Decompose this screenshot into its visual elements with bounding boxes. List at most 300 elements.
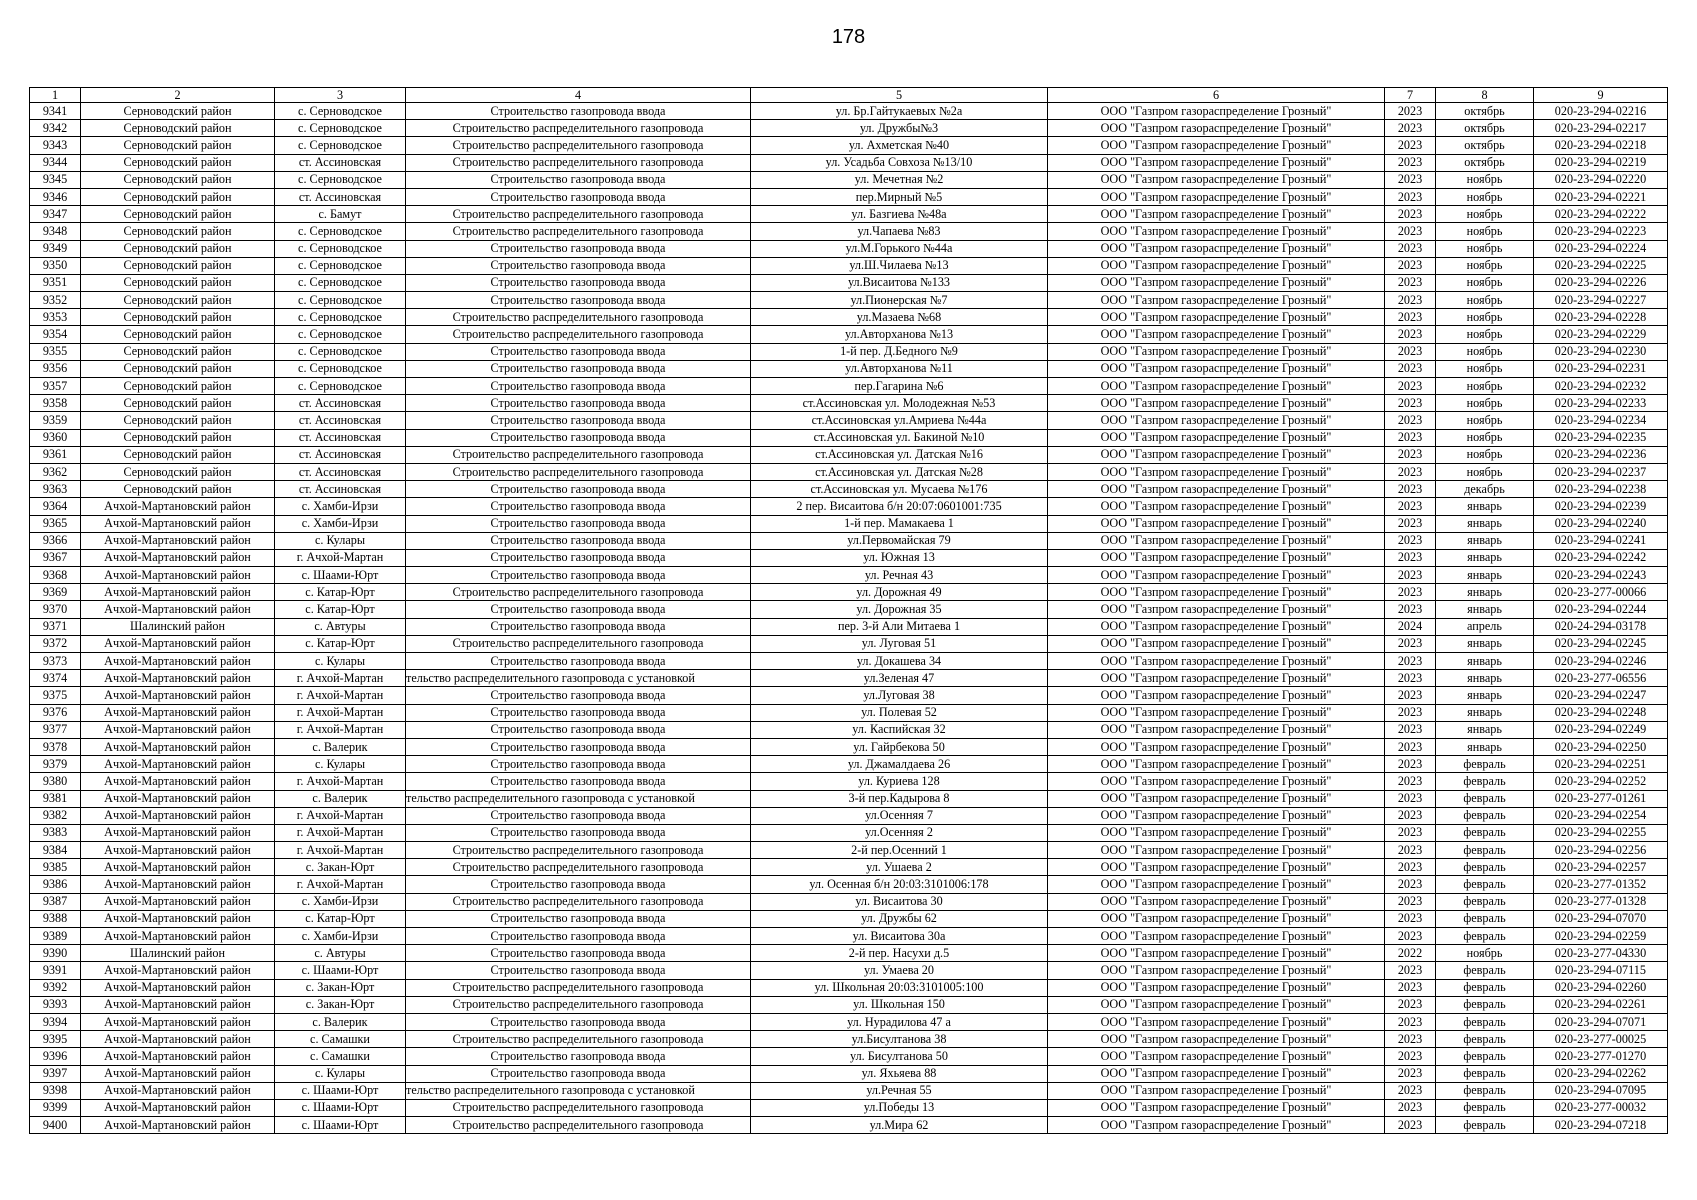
organization-cell: ООО "Газпром газораспределение Грозный" — [1048, 756, 1385, 773]
organization-cell: ООО "Газпром газораспределение Грозный" — [1048, 1013, 1385, 1030]
address-cell: ул. Куриева 128 — [751, 773, 1048, 790]
registry-number-cell: 020-23-294-02247 — [1534, 687, 1668, 704]
table-row — [30, 704, 1668, 721]
district-cell: Ачхой-Мартановский район — [81, 773, 275, 790]
table-row — [30, 360, 1668, 377]
settlement-cell: с. Серноводское — [275, 309, 406, 326]
table-row — [30, 893, 1668, 910]
settlement-cell: с. Серноводское — [275, 326, 406, 343]
district-cell: Ачхой-Мартановский район — [81, 979, 275, 996]
settlement-cell: с. Автуры — [275, 618, 406, 635]
row-number-cell: 9353 — [30, 309, 81, 326]
organization-cell: ООО "Газпром газораспределение Грозный" — [1048, 653, 1385, 670]
address-cell: ул. Яхьяева 88 — [751, 1065, 1048, 1082]
organization-cell: ООО "Газпром газораспределение Грозный" — [1048, 910, 1385, 927]
work-type-cell: Строительство газопровода ввода — [406, 1065, 751, 1082]
work-type-cell: Строительство газопровода ввода — [406, 103, 751, 120]
organization-cell: ООО "Газпром газораспределение Грозный" — [1048, 1099, 1385, 1116]
work-type-cell: Строительство газопровода ввода — [406, 704, 751, 721]
address-cell: ул. Базгиева №48а — [751, 206, 1048, 223]
district-cell: Серноводский район — [81, 188, 275, 205]
organization-cell: ООО "Газпром газораспределение Грозный" — [1048, 979, 1385, 996]
month-cell: январь — [1436, 653, 1534, 670]
year-cell: 2023 — [1385, 309, 1436, 326]
work-type-cell: Строительство распределительного газопровода — [406, 137, 751, 154]
month-cell: февраль — [1436, 773, 1534, 790]
address-cell: ул. Полевая 52 — [751, 704, 1048, 721]
table-row — [30, 1099, 1668, 1116]
month-cell: ноябрь — [1436, 463, 1534, 480]
settlement-cell: г. Ачхой-Мартан — [275, 670, 406, 687]
month-cell: февраль — [1436, 1013, 1534, 1030]
settlement-cell: с. Хамби-Ирзи — [275, 928, 406, 945]
settlement-cell: г. Ачхой-Мартан — [275, 876, 406, 893]
district-cell: Ачхой-Мартановский район — [81, 807, 275, 824]
column-header: 2 — [81, 88, 275, 103]
month-cell: февраль — [1436, 1082, 1534, 1099]
work-type-cell: Строительство газопровода ввода — [406, 928, 751, 945]
year-cell: 2023 — [1385, 532, 1436, 549]
table-row — [30, 1013, 1668, 1030]
settlement-cell: с. Серноводское — [275, 257, 406, 274]
address-cell: ул.Мира 62 — [751, 1117, 1048, 1134]
table-row — [30, 756, 1668, 773]
registry-number-cell: 020-23-294-02238 — [1534, 481, 1668, 498]
year-cell: 2023 — [1385, 343, 1436, 360]
address-cell: ст.Ассиновская ул.Амриева №44а — [751, 412, 1048, 429]
work-type-cell: тельство распределительного газопровода с установкой — [406, 790, 751, 807]
month-cell: февраль — [1436, 996, 1534, 1013]
registry-number-cell: 020-23-294-02252 — [1534, 773, 1668, 790]
work-type-cell: Строительство газопровода ввода — [406, 1013, 751, 1030]
registry-number-cell: 020-23-277-01261 — [1534, 790, 1668, 807]
district-cell: Серноводский район — [81, 257, 275, 274]
year-cell: 2023 — [1385, 756, 1436, 773]
row-number-cell: 9393 — [30, 996, 81, 1013]
registry-number-cell: 020-23-294-07115 — [1534, 962, 1668, 979]
work-type-cell: Строительство газопровода ввода — [406, 910, 751, 927]
address-cell: ул. Бр.Гайтукаевых №2а — [751, 103, 1048, 120]
year-cell: 2023 — [1385, 120, 1436, 137]
month-cell: февраль — [1436, 842, 1534, 859]
table-row — [30, 859, 1668, 876]
organization-cell: ООО "Газпром газораспределение Грозный" — [1048, 481, 1385, 498]
registry-number-cell: 020-23-294-02222 — [1534, 206, 1668, 223]
organization-cell: ООО "Газпром газораспределение Грозный" — [1048, 463, 1385, 480]
month-cell: февраль — [1436, 807, 1534, 824]
work-type-cell: Строительство газопровода ввода — [406, 429, 751, 446]
row-number-cell: 9368 — [30, 567, 81, 584]
work-type-cell: Строительство газопровода ввода — [406, 618, 751, 635]
registry-number-cell: 020-23-294-07071 — [1534, 1013, 1668, 1030]
year-cell: 2023 — [1385, 274, 1436, 291]
work-type-cell: Строительство распределительного газопровода — [406, 1031, 751, 1048]
work-type-cell: Строительство газопровода ввода — [406, 395, 751, 412]
settlement-cell: с. Кулары — [275, 653, 406, 670]
settlement-cell: с. Серноводское — [275, 171, 406, 188]
district-cell: Ачхой-Мартановский район — [81, 893, 275, 910]
settlement-cell: с. Хамби-Ирзи — [275, 515, 406, 532]
registry-number-cell: 020-23-294-02242 — [1534, 549, 1668, 566]
year-cell: 2023 — [1385, 223, 1436, 240]
table-row — [30, 103, 1668, 120]
year-cell: 2023 — [1385, 1013, 1436, 1030]
registry-number-cell: 020-23-294-02243 — [1534, 567, 1668, 584]
district-cell: Серноводский район — [81, 343, 275, 360]
work-type-cell: Строительство газопровода ввода — [406, 549, 751, 566]
year-cell: 2023 — [1385, 188, 1436, 205]
address-cell: пер.Мирный №5 — [751, 188, 1048, 205]
organization-cell: ООО "Газпром газораспределение Грозный" — [1048, 893, 1385, 910]
settlement-cell: г. Ачхой-Мартан — [275, 721, 406, 738]
address-cell: ул.Осенняя 7 — [751, 807, 1048, 824]
table-row — [30, 910, 1668, 927]
row-number-cell: 9348 — [30, 223, 81, 240]
settlement-cell: с. Валерик — [275, 738, 406, 755]
registry-number-cell: 020-23-294-02230 — [1534, 343, 1668, 360]
address-cell: ул.Речная 55 — [751, 1082, 1048, 1099]
registry-number-cell: 020-23-294-02223 — [1534, 223, 1668, 240]
organization-cell: ООО "Газпром газораспределение Грозный" — [1048, 773, 1385, 790]
work-type-cell: Строительство газопровода ввода — [406, 515, 751, 532]
row-number-cell: 9344 — [30, 154, 81, 171]
month-cell: ноябрь — [1436, 309, 1534, 326]
registry-number-cell: 020-23-294-02245 — [1534, 635, 1668, 652]
month-cell: ноябрь — [1436, 274, 1534, 291]
organization-cell: ООО "Газпром газораспределение Грозный" — [1048, 996, 1385, 1013]
year-cell: 2023 — [1385, 979, 1436, 996]
row-number-cell: 9388 — [30, 910, 81, 927]
work-type-cell: Строительство газопровода ввода — [406, 756, 751, 773]
address-cell: ул.Пионерская №7 — [751, 292, 1048, 309]
year-cell: 2023 — [1385, 1117, 1436, 1134]
address-cell: ул. Школьная 150 — [751, 996, 1048, 1013]
row-number-cell: 9342 — [30, 120, 81, 137]
column-header: 1 — [30, 88, 81, 103]
month-cell: ноябрь — [1436, 171, 1534, 188]
registry-number-cell: 020-23-277-01328 — [1534, 893, 1668, 910]
settlement-cell: с. Кулары — [275, 1065, 406, 1082]
district-cell: Ачхой-Мартановский район — [81, 532, 275, 549]
work-type-cell: Строительство газопровода ввода — [406, 962, 751, 979]
table-row — [30, 567, 1668, 584]
month-cell: февраль — [1436, 910, 1534, 927]
address-cell: ул.Победы 13 — [751, 1099, 1048, 1116]
row-number-cell: 9383 — [30, 824, 81, 841]
table-row — [30, 515, 1668, 532]
year-cell: 2023 — [1385, 154, 1436, 171]
year-cell: 2023 — [1385, 137, 1436, 154]
district-cell: Ачхой-Мартановский район — [81, 721, 275, 738]
organization-cell: ООО "Газпром газораспределение Грозный" — [1048, 360, 1385, 377]
row-number-cell: 9370 — [30, 601, 81, 618]
table-row — [30, 240, 1668, 257]
table-row — [30, 378, 1668, 395]
settlement-cell: с. Серноводское — [275, 103, 406, 120]
year-cell: 2023 — [1385, 292, 1436, 309]
row-number-cell: 9343 — [30, 137, 81, 154]
registry-number-cell: 020-23-277-00025 — [1534, 1031, 1668, 1048]
year-cell: 2023 — [1385, 463, 1436, 480]
month-cell: январь — [1436, 549, 1534, 566]
year-cell: 2023 — [1385, 1099, 1436, 1116]
table-row — [30, 309, 1668, 326]
district-cell: Ачхой-Мартановский район — [81, 567, 275, 584]
settlement-cell: с. Шаами-Юрт — [275, 962, 406, 979]
district-cell: Серноводский район — [81, 429, 275, 446]
district-cell: Ачхой-Мартановский район — [81, 498, 275, 515]
year-cell: 2023 — [1385, 171, 1436, 188]
table-row — [30, 670, 1668, 687]
district-cell: Серноводский район — [81, 360, 275, 377]
year-cell: 2023 — [1385, 824, 1436, 841]
year-cell: 2023 — [1385, 738, 1436, 755]
year-cell: 2023 — [1385, 429, 1436, 446]
work-type-cell: Строительство распределительного газопровода — [406, 584, 751, 601]
organization-cell: ООО "Газпром газораспределение Грозный" — [1048, 601, 1385, 618]
registry-number-cell: 020-23-294-02237 — [1534, 463, 1668, 480]
settlement-cell: с. Серноводское — [275, 137, 406, 154]
district-cell: Серноводский район — [81, 446, 275, 463]
settlement-cell: с. Кулары — [275, 532, 406, 549]
year-cell: 2023 — [1385, 704, 1436, 721]
work-type-cell: Строительство распределительного газопровода — [406, 635, 751, 652]
row-number-cell: 9375 — [30, 687, 81, 704]
settlement-cell: ст. Ассиновская — [275, 188, 406, 205]
address-cell: пер. 3-й Али Митаева 1 — [751, 618, 1048, 635]
work-type-cell: Строительство газопровода ввода — [406, 343, 751, 360]
year-cell: 2023 — [1385, 360, 1436, 377]
column-number-row — [30, 88, 1668, 103]
year-cell: 2023 — [1385, 257, 1436, 274]
column-header: 8 — [1436, 88, 1534, 103]
district-cell: Ачхой-Мартановский район — [81, 1099, 275, 1116]
address-cell: ул. Мечетная №2 — [751, 171, 1048, 188]
address-cell: 2-й пер. Насухи д.5 — [751, 945, 1048, 962]
registry-number-cell: 020-23-294-02259 — [1534, 928, 1668, 945]
month-cell: ноябрь — [1436, 945, 1534, 962]
registry-number-cell: 020-23-294-02248 — [1534, 704, 1668, 721]
settlement-cell: г. Ачхой-Мартан — [275, 549, 406, 566]
registry-number-cell: 020-23-294-02260 — [1534, 979, 1668, 996]
settlement-cell: с. Серноводское — [275, 343, 406, 360]
registry-number-cell: 020-23-294-02234 — [1534, 412, 1668, 429]
table-row — [30, 876, 1668, 893]
table-row — [30, 928, 1668, 945]
district-cell: Ачхой-Мартановский район — [81, 824, 275, 841]
district-cell: Серноводский район — [81, 206, 275, 223]
month-cell: апрель — [1436, 618, 1534, 635]
organization-cell: ООО "Газпром газораспределение Грозный" — [1048, 498, 1385, 515]
organization-cell: ООО "Газпром газораспределение Грозный" — [1048, 429, 1385, 446]
table-row — [30, 137, 1668, 154]
district-cell: Ачхой-Мартановский район — [81, 584, 275, 601]
district-cell: Ачхой-Мартановский район — [81, 756, 275, 773]
month-cell: февраль — [1436, 1117, 1534, 1134]
district-cell: Ачхой-Мартановский район — [81, 1082, 275, 1099]
district-cell: Серноводский район — [81, 481, 275, 498]
settlement-cell: с. Самашки — [275, 1048, 406, 1065]
work-type-cell: Строительство распределительного газопровода — [406, 223, 751, 240]
settlement-cell: г. Ачхой-Мартан — [275, 704, 406, 721]
work-type-cell: Строительство распределительного газопровода — [406, 1117, 751, 1134]
organization-cell: ООО "Газпром газораспределение Грозный" — [1048, 171, 1385, 188]
district-cell: Серноводский район — [81, 103, 275, 120]
address-cell: ул. Южная 13 — [751, 549, 1048, 566]
organization-cell: ООО "Газпром газораспределение Грозный" — [1048, 670, 1385, 687]
row-number-cell: 9397 — [30, 1065, 81, 1082]
district-cell: Серноводский район — [81, 378, 275, 395]
row-number-cell: 9361 — [30, 446, 81, 463]
month-cell: февраль — [1436, 962, 1534, 979]
row-number-cell: 9389 — [30, 928, 81, 945]
settlement-cell: с. Автуры — [275, 945, 406, 962]
work-type-cell: Строительство газопровода ввода — [406, 1048, 751, 1065]
row-number-cell: 9360 — [30, 429, 81, 446]
table-row — [30, 807, 1668, 824]
row-number-cell: 9377 — [30, 721, 81, 738]
work-type-cell: Строительство распределительного газопровода — [406, 893, 751, 910]
district-cell: Шалинский район — [81, 618, 275, 635]
work-type-cell: Строительство газопровода ввода — [406, 360, 751, 377]
organization-cell: ООО "Газпром газораспределение Грозный" — [1048, 790, 1385, 807]
month-cell: январь — [1436, 532, 1534, 549]
settlement-cell: с. Шаами-Юрт — [275, 1117, 406, 1134]
registry-number-cell: 020-23-294-02246 — [1534, 653, 1668, 670]
work-type-cell: Строительство газопровода ввода — [406, 481, 751, 498]
registry-number-cell: 020-23-294-02218 — [1534, 137, 1668, 154]
year-cell: 2023 — [1385, 859, 1436, 876]
district-cell: Серноводский район — [81, 309, 275, 326]
organization-cell: ООО "Газпром газораспределение Грозный" — [1048, 154, 1385, 171]
row-number-cell: 9351 — [30, 274, 81, 291]
organization-cell: ООО "Газпром газораспределение Грозный" — [1048, 257, 1385, 274]
registry-number-cell: 020-23-294-07218 — [1534, 1117, 1668, 1134]
work-type-cell: Строительство распределительного газопровода — [406, 446, 751, 463]
settlement-cell: ст. Ассиновская — [275, 154, 406, 171]
month-cell: февраль — [1436, 1031, 1534, 1048]
row-number-cell: 9395 — [30, 1031, 81, 1048]
row-number-cell: 9357 — [30, 378, 81, 395]
work-type-cell: Строительство газопровода ввода — [406, 601, 751, 618]
work-type-cell: Строительство газопровода ввода — [406, 532, 751, 549]
year-cell: 2023 — [1385, 549, 1436, 566]
address-cell: ул. Дорожная 35 — [751, 601, 1048, 618]
address-cell: ул.Авторханова №11 — [751, 360, 1048, 377]
settlement-cell: с. Шаами-Юрт — [275, 1099, 406, 1116]
settlement-cell: с. Хамби-Ирзи — [275, 498, 406, 515]
table-row — [30, 206, 1668, 223]
district-cell: Ачхой-Мартановский район — [81, 962, 275, 979]
district-cell: Ачхой-Мартановский район — [81, 859, 275, 876]
month-cell: февраль — [1436, 928, 1534, 945]
year-cell: 2023 — [1385, 1065, 1436, 1082]
settlement-cell: с. Катар-Юрт — [275, 910, 406, 927]
work-type-cell: Строительство газопровода ввода — [406, 292, 751, 309]
work-type-cell: Строительство газопровода ввода — [406, 738, 751, 755]
table-row — [30, 292, 1668, 309]
registry-number-cell: 020-23-294-02231 — [1534, 360, 1668, 377]
registry-number-cell: 020-23-294-07095 — [1534, 1082, 1668, 1099]
month-cell: ноябрь — [1436, 257, 1534, 274]
work-type-cell: Строительство газопровода ввода — [406, 945, 751, 962]
district-cell: Серноводский район — [81, 154, 275, 171]
year-cell: 2023 — [1385, 378, 1436, 395]
address-cell: ул.Луговая 38 — [751, 687, 1048, 704]
table-row — [30, 1048, 1668, 1065]
organization-cell: ООО "Газпром газораспределение Грозный" — [1048, 1031, 1385, 1048]
address-cell: ул.Авторханова №13 — [751, 326, 1048, 343]
table-row — [30, 223, 1668, 240]
district-cell: Ачхой-Мартановский район — [81, 842, 275, 859]
month-cell: октябрь — [1436, 154, 1534, 171]
row-number-cell: 9365 — [30, 515, 81, 532]
row-number-cell: 9376 — [30, 704, 81, 721]
settlement-cell: ст. Ассиновская — [275, 429, 406, 446]
district-cell: Ачхой-Мартановский район — [81, 601, 275, 618]
registry-number-cell: 020-23-294-07070 — [1534, 910, 1668, 927]
month-cell: ноябрь — [1436, 292, 1534, 309]
address-cell: ул. Школьная 20:03:3101005:100 — [751, 979, 1048, 996]
address-cell: ул. Бисултанова 50 — [751, 1048, 1048, 1065]
settlement-cell: с. Катар-Юрт — [275, 601, 406, 618]
year-cell: 2023 — [1385, 1031, 1436, 1048]
organization-cell: ООО "Газпром газораспределение Грозный" — [1048, 274, 1385, 291]
settlement-cell: с. Серноводское — [275, 240, 406, 257]
settlement-cell: с. Бамут — [275, 206, 406, 223]
row-number-cell: 9359 — [30, 412, 81, 429]
district-cell: Ачхой-Мартановский район — [81, 1065, 275, 1082]
registry-number-cell: 020-23-294-02233 — [1534, 395, 1668, 412]
address-cell: ул. Дружбы№3 — [751, 120, 1048, 137]
registry-number-cell: 020-23-294-02216 — [1534, 103, 1668, 120]
settlement-cell: ст. Ассиновская — [275, 463, 406, 480]
organization-cell: ООО "Газпром газораспределение Грозный" — [1048, 1117, 1385, 1134]
organization-cell: ООО "Газпром газораспределение Грозный" — [1048, 309, 1385, 326]
year-cell: 2023 — [1385, 962, 1436, 979]
work-type-cell: Строительство газопровода ввода — [406, 378, 751, 395]
column-header: 3 — [275, 88, 406, 103]
address-cell: ул. Нурадилова 47 а — [751, 1013, 1048, 1030]
organization-cell: ООО "Газпром газораспределение Грозный" — [1048, 395, 1385, 412]
work-type-cell: Строительство газопровода ввода — [406, 807, 751, 824]
work-type-cell: Строительство распределительного газопровода — [406, 859, 751, 876]
table-row — [30, 481, 1668, 498]
organization-cell: ООО "Газпром газораспределение Грозный" — [1048, 103, 1385, 120]
month-cell: январь — [1436, 515, 1534, 532]
year-cell: 2023 — [1385, 481, 1436, 498]
registry-number-cell: 020-23-294-02257 — [1534, 859, 1668, 876]
month-cell: ноябрь — [1436, 378, 1534, 395]
row-number-cell: 9366 — [30, 532, 81, 549]
address-cell: ул.Чапаева №83 — [751, 223, 1048, 240]
year-cell: 2024 — [1385, 618, 1436, 635]
year-cell: 2023 — [1385, 721, 1436, 738]
month-cell: ноябрь — [1436, 395, 1534, 412]
address-cell: 2 пер. Висаитова б/н 20:07:0601001:735 — [751, 498, 1048, 515]
registry-number-cell: 020-23-294-02251 — [1534, 756, 1668, 773]
row-number-cell: 9362 — [30, 463, 81, 480]
row-number-cell: 9355 — [30, 343, 81, 360]
row-number-cell: 9369 — [30, 584, 81, 601]
table-row — [30, 635, 1668, 652]
address-cell: ул.Первомайская 79 — [751, 532, 1048, 549]
month-cell: ноябрь — [1436, 343, 1534, 360]
table-row — [30, 824, 1668, 841]
settlement-cell: с. Самашки — [275, 1031, 406, 1048]
organization-cell: ООО "Газпром газораспределение Грозный" — [1048, 1082, 1385, 1099]
address-cell: 1-й пер. Мамакаева 1 — [751, 515, 1048, 532]
